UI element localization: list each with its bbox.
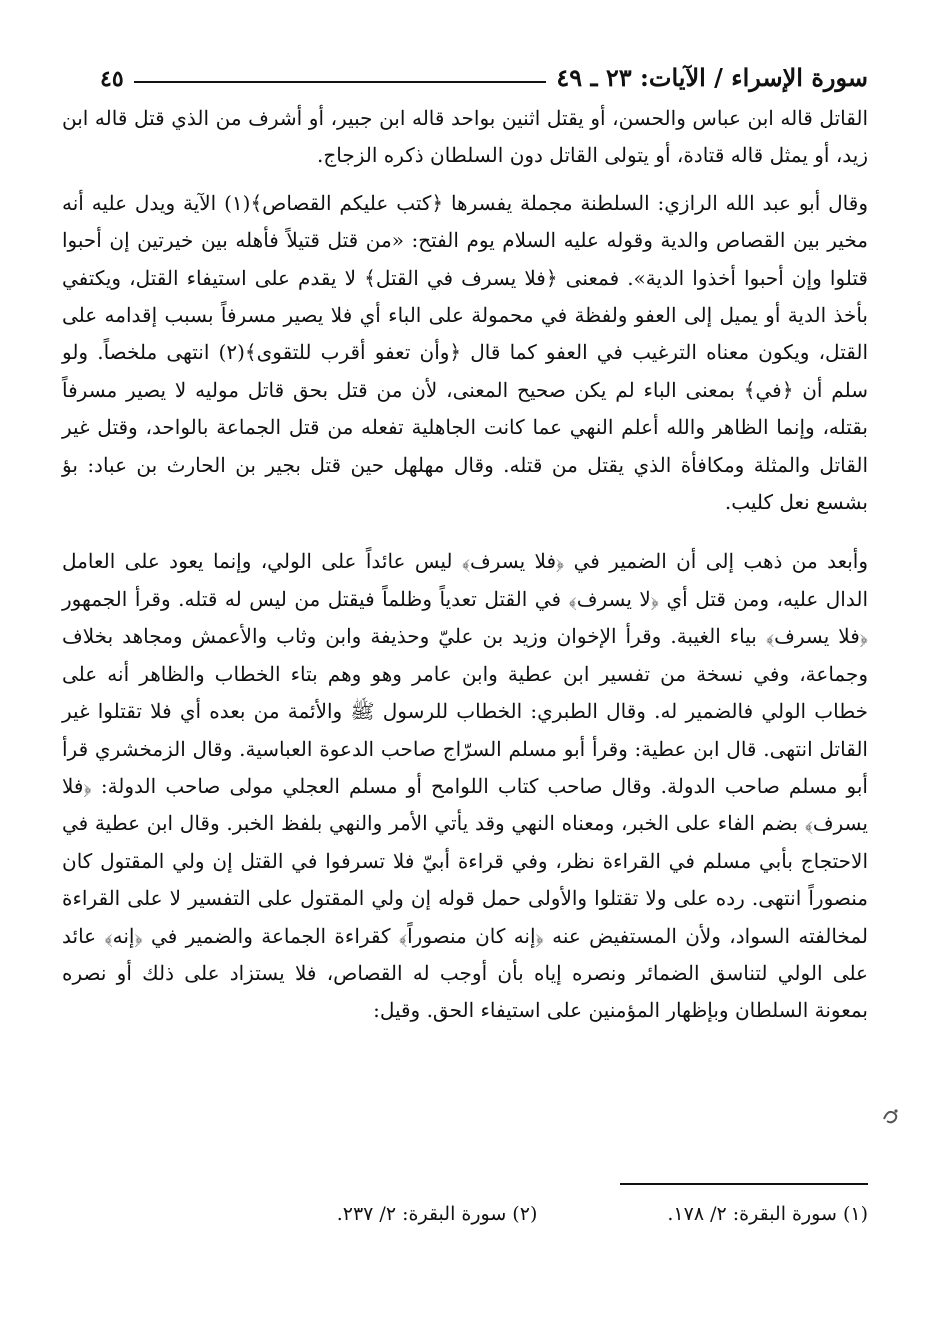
header-rule: [134, 81, 547, 83]
footnotes: [200, 1203, 868, 1225]
paragraph-1: القاتل قاله ابن عباس والحسن، أو يقتل اثنين بواحد قاله ابن جبير، أو أشرف من الذي قتل قاله ابن زيد، أو يمثل قاله قتادة، أو يتولى القاتل دون السلطان ذكره الزجاج.: [62, 106, 868, 168]
footnote-1: (١) سورة البقرة: ٢/ ١٧٨.: [667, 1203, 868, 1225]
footnote-2: (٢) سورة البقرة: ٢/ ٢٣٧.: [336, 1203, 538, 1225]
footnote-separator: [620, 1183, 868, 1185]
margin-ornament-icon: [880, 1105, 902, 1127]
running-title: سورة الإسراء / الآيات: ٢٣ ـ ٤٩: [556, 63, 868, 92]
paragraph-3: وأبعد من ذهب إلى أن الضمير في ﴿فلا يسرف﴾ ليس عائداً على الولي، وإنما يعود على العامل الدال عليه، ومن قتل أي ﴿لا يسرف﴾ في القتل تعدياً وظلماً فيقتل من ليس له قتله. وقرأ الجمهور ﴿فلا يسرف﴾ بياء الغيبة. وقرأ الإخوان وزيد بن عليّ وحذيفة وابن وثاب والأعمش ومجاهد بخلاف وجماعة، وفي نسخة من تفسير ابن عطية وابن عامر وهو وهم بتاء الخطاب والظاهر أنه على خطاب الولي فالضمير له. وقال الطبري: الخطاب للرسول ﷺ والأئمة من بعده أي فلا تقتلوا غير القاتل انتهى. قال ابن عطية: وقرأ أبو مسلم السرّاج صاحب الدعوة العباسية. وقال الزمخشري قرأ أبو مسلم صاحب الدولة. وقال صاحب كتاب اللوامح أو مسلم العجلي مولى صاحب الدولة: ﴿فلا يسرف﴾ بضم الفاء على الخبر، ومعناه النهي وقد يأتي الأمر والنهي بلفظ الخبر. وقال ابن عطية في الاحتجاج بأبي مسلم في القراءة نظر، وفي قراءة أبيّ فلا تسرفوا في القتل إن ولي المقتول كان منصوراً انتهى. رده على ولا تقتلوا والأولى حمل قوله إن ولي المقتول على التفسير لا على القراءة لمخالفته السواد، ولأن المستفيض عنه ﴿إنه كان منصوراً﴾ كقراءة الجماعة والضمير في ﴿إنه﴾ عائد على الولي لتناسق الضمائر ونصره إياه بأن أوجب له القصاص، فلا يستزاد على ذلك أو نصره بمعونة السلطان وبإظهار المؤمنين على استيفاء الحق. وقيل:: [62, 549, 868, 1023]
page-number: ٤٥: [100, 66, 124, 92]
body-text: [62, 100, 868, 1030]
page-header: [100, 50, 868, 90]
paragraph-2: وقال أبو عبد الله الرازي: السلطنة مجملة يفسرها ﴿كتب عليكم القصاص﴾(١) الآية ويدل عليه أنه مخير بين القصاص والدية وقوله عليه السلام يوم الفتح: «من قتل قتيلاً فأهله بين خيرتين إن أحبوا قتلوا وإن أحبوا أخذوا الدية». فمعنى ﴿فلا يسرف في القتل﴾ لا يقدم على استيفاء القتل، ويكتفي بأخذ الدية أو يميل إلى العفو ولفظة في محمولة على الباء أي فلا يصير مسرفاً بسبب إقدامه على القتل، ويكون معناه الترغيب في العفو كما قال ﴿وأن تعفو أقرب للتقوى﴾(٢) انتهى ملخصاً. ولو سلم أن ﴿في﴾ بمعنى الباء لم يكن صحيح المعنى، لأن من قتل بحق قاتل موليه لا يصير مسرفاً بقتله، وإنما الظاهر والله أعلم النهي عما كانت الجاهلية تفعله من قتل الجماعة بالواحد، وقتل غير القاتل والمثلة ومكافأة الذي يقتل من قتله. وقال مهلهل حين قتل بجير بن الحارث بن عباد: بؤ بشسع نعل كليب.: [62, 190, 868, 515]
